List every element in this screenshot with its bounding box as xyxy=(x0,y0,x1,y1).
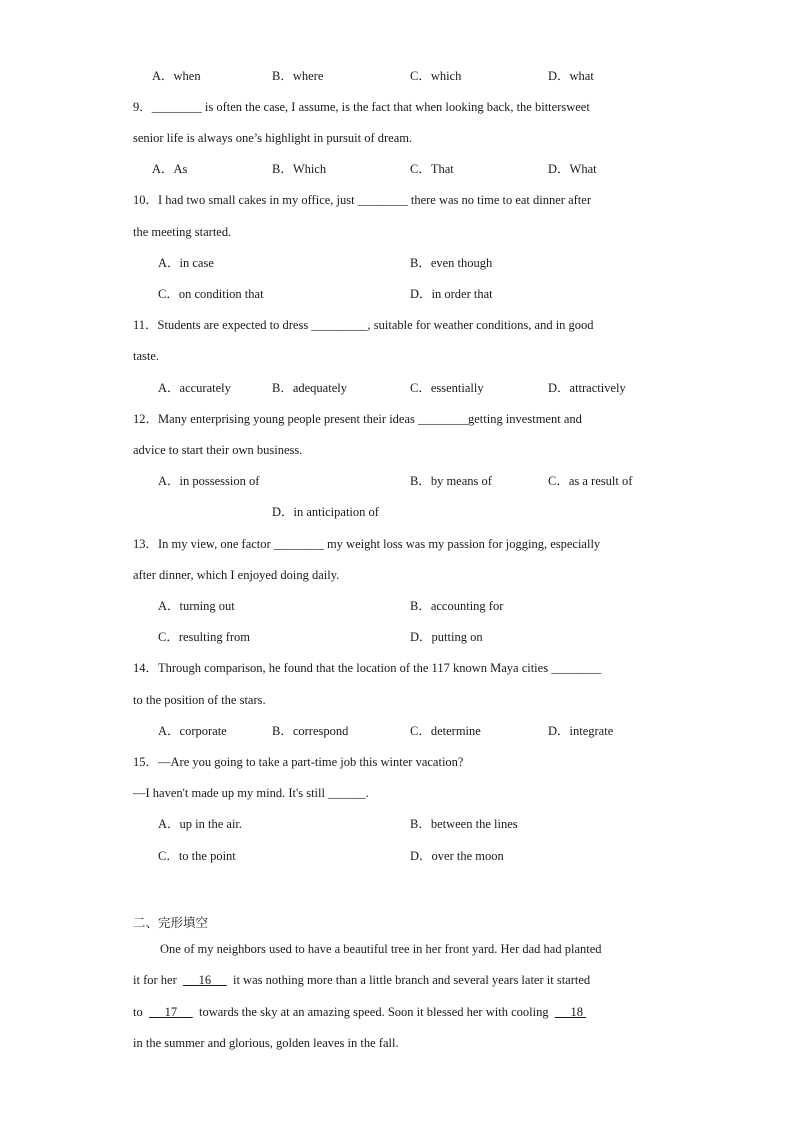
cloze-line4: in the summer and glorious, golden leaves in the fall. xyxy=(133,1036,399,1050)
q15-option-d: D．over the moon xyxy=(410,849,504,863)
cloze-line2-start: it for her xyxy=(133,973,177,987)
q12-option-a: A．in possession of xyxy=(158,474,260,488)
q13-option-a: A．turning out xyxy=(158,599,235,613)
cloze-line1: One of my neighbors used to have a beautiful tree in her front yard. Her dad had planted xyxy=(160,942,602,956)
q10-option-d: D．in order that xyxy=(410,287,493,301)
q9-stem-line2: senior life is always one’s highlight in pursuit of dream. xyxy=(133,131,413,145)
q10-option-b: B．even though xyxy=(410,256,493,270)
q8-option-c: C．which xyxy=(410,69,462,83)
section-heading: 二、完形填空 xyxy=(133,915,209,930)
q11-stem-line1: 11．Students are expected to dress _________, suitable for weather conditions, and in good xyxy=(133,318,594,332)
q9-stem-line1: 9．________ is often the case, I assume, is the fact that when looking back, the bittersweet xyxy=(133,100,590,114)
q8-option-d: D．what xyxy=(548,69,594,83)
q15-stem-line1: 15．—Are you going to take a part-time job this winter vacation? xyxy=(133,755,464,769)
q9-option-b: B．Which xyxy=(272,162,327,176)
q12-stem-line2: advice to start their own business. xyxy=(133,443,303,457)
q8-option-b: B．where xyxy=(272,69,324,83)
blank-16[interactable] xyxy=(183,973,227,987)
blank-17-number: 17 xyxy=(164,1005,178,1019)
q9-option-a: A．As xyxy=(152,162,188,176)
q13-option-c: C．resulting from xyxy=(158,630,251,644)
q12-stem-line1: 12．Many enterprising young people present their ideas ________getting investment and xyxy=(133,412,582,426)
q14-option-d: D．integrate xyxy=(548,724,614,738)
q9-option-d: D．What xyxy=(548,162,597,176)
q15-stem-line2: —I haven't made up my mind. It's still ______. xyxy=(133,786,369,800)
q14-option-b: B．correspond xyxy=(272,724,349,738)
q12-option-b: B．by means of xyxy=(410,474,492,488)
q11-option-c: C．essentially xyxy=(410,381,484,395)
q12-option-d: D．in anticipation of xyxy=(272,505,379,519)
q10-stem-line1: 10．I had two small cakes in my office, just ________ there was no time to eat dinner after xyxy=(133,193,591,207)
q11-option-d: D．attractively xyxy=(548,381,626,395)
q10-stem-line2: the meeting started. xyxy=(133,225,232,239)
blank-18-number: 18 xyxy=(570,1005,583,1019)
cloze-line3 xyxy=(133,1004,586,1020)
cloze-line3-mid: towards the sky at an amazing speed. Soon it blessed her with cooling xyxy=(198,1005,549,1019)
q11-option-a: A．accurately xyxy=(158,381,231,395)
q13-option-b: B．accounting for xyxy=(410,599,504,613)
blank-16-number: 16 xyxy=(198,973,212,987)
q10-option-c: C．on condition that xyxy=(158,287,264,301)
q12-option-c: C．as a result of xyxy=(548,474,633,488)
q14-option-c: C．determine xyxy=(410,724,481,738)
q10-option-a: A．in case xyxy=(158,256,214,270)
q8-option-a: A．when xyxy=(152,69,201,83)
q11-stem-line2: taste. xyxy=(133,349,160,363)
q13-stem-line2: after dinner, which I enjoyed doing daily. xyxy=(133,568,340,582)
q14-stem-line1: 14．Through comparison, he found that the location of the 117 known Maya cities ________ xyxy=(133,661,602,675)
cloze-line2-end: it was nothing more than a little branch and several years later it started xyxy=(232,973,591,987)
q15-option-b: B．between the lines xyxy=(410,817,518,831)
blank-18[interactable] xyxy=(555,1005,586,1019)
q13-option-d: D．putting on xyxy=(410,630,483,644)
q9-option-c: C．That xyxy=(410,162,454,176)
cloze-line2 xyxy=(133,972,590,988)
q13-stem-line1: 13．In my view, one factor ________ my weight loss was my passion for jogging, especially xyxy=(133,537,601,551)
q11-option-b: B．adequately xyxy=(272,381,347,395)
q15-option-c: C．to the point xyxy=(158,849,236,863)
q14-stem-line2: to the position of the stars. xyxy=(133,693,266,707)
q14-option-a: A．corporate xyxy=(158,724,227,738)
cloze-line3-start: to xyxy=(133,1005,143,1019)
blank-17[interactable] xyxy=(149,1005,193,1019)
q15-option-a: A．up in the air. xyxy=(158,817,243,831)
